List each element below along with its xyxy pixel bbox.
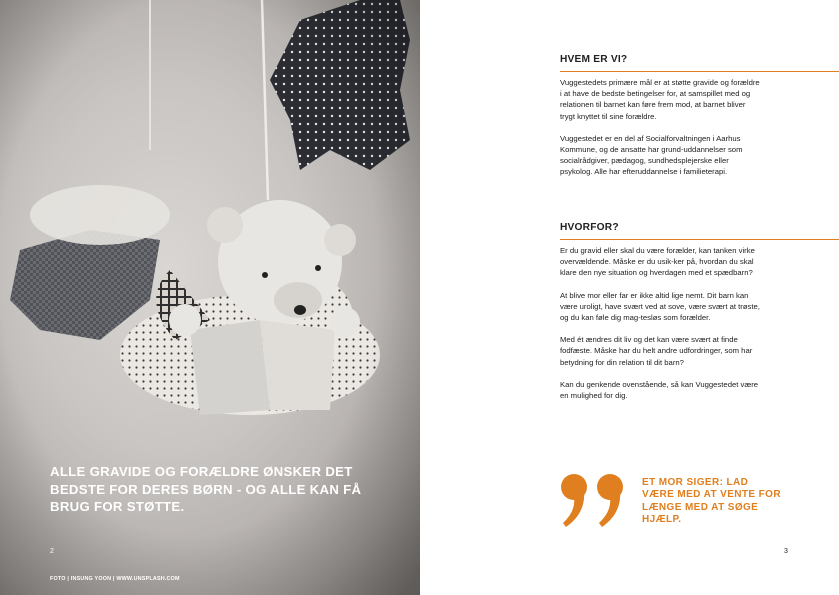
paragraph: Kan du genkende ovenstående, så kan Vuggestedet være en mulighed for dig. <box>560 379 759 401</box>
paragraph: Vuggestedets primære mål er at støtte gravide og forældre i at have de bedste betingelser for, at samspillet med og relationen til barnet kan føre frem mod, at barnet bliver trygt knyttet til sine forældre. <box>560 78 760 121</box>
left-headline: ALLE GRAVIDE OG FORÆLDRE ØNSKER DET BEDSTE FOR DERES BØRN - OG ALLE KAN FÅ BRUG FOR STØTTE. <box>50 464 362 514</box>
section-body-hvorfor <box>560 245 760 412</box>
section-heading-hvorfor: HVORFOR? <box>560 222 619 233</box>
quote-mark-icon <box>560 473 632 529</box>
page-number-right: 3 <box>784 548 788 555</box>
section-rule <box>560 239 839 240</box>
paragraph: Med ét ændres dit liv og det kan være svært at finde fodfæste. Måske har du helt andre udfordringer, som har betydning for din relation til dit barn? <box>560 335 753 367</box>
page-number-left: 2 <box>50 548 54 555</box>
paragraph: At blive mor eller far er ikke altid lige nemt. Dit barn kan være uroligt, have svært ved at sove, være svært at trøste, og du kan føle dig mag-tesløs som forælder. <box>560 290 760 323</box>
paragraph: Vuggestedet er en del af Socialforvaltningen i Aarhus Kommune, og de ansatte har grund-uddannelser som socialrådgiver, pædagog, sundhedsplejerske eller psykolog. Alle har efteruddannelse i familieterapi. <box>560 133 743 177</box>
right-page <box>420 0 839 595</box>
section-rule <box>560 71 839 72</box>
quote-text: ET MOR SIGER: LAD VÆRE MED AT VENTE FOR LÆNGE MED AT SØGE HJÆLP. <box>642 477 781 526</box>
photo-credit: FOTO | INSUNG YOON | WWW.UNSPLASH.COM <box>50 576 180 582</box>
section-heading-hvem: HVEM ER VI? <box>560 54 628 65</box>
section-body-hvem <box>560 77 760 189</box>
paragraph: Er du gravid eller skal du være forælder, kan tanken virke overvældende. Måske er du usik-ker på, hvordan du skal klare den nye situation og hverdagen med et spædbarn? <box>560 246 755 278</box>
